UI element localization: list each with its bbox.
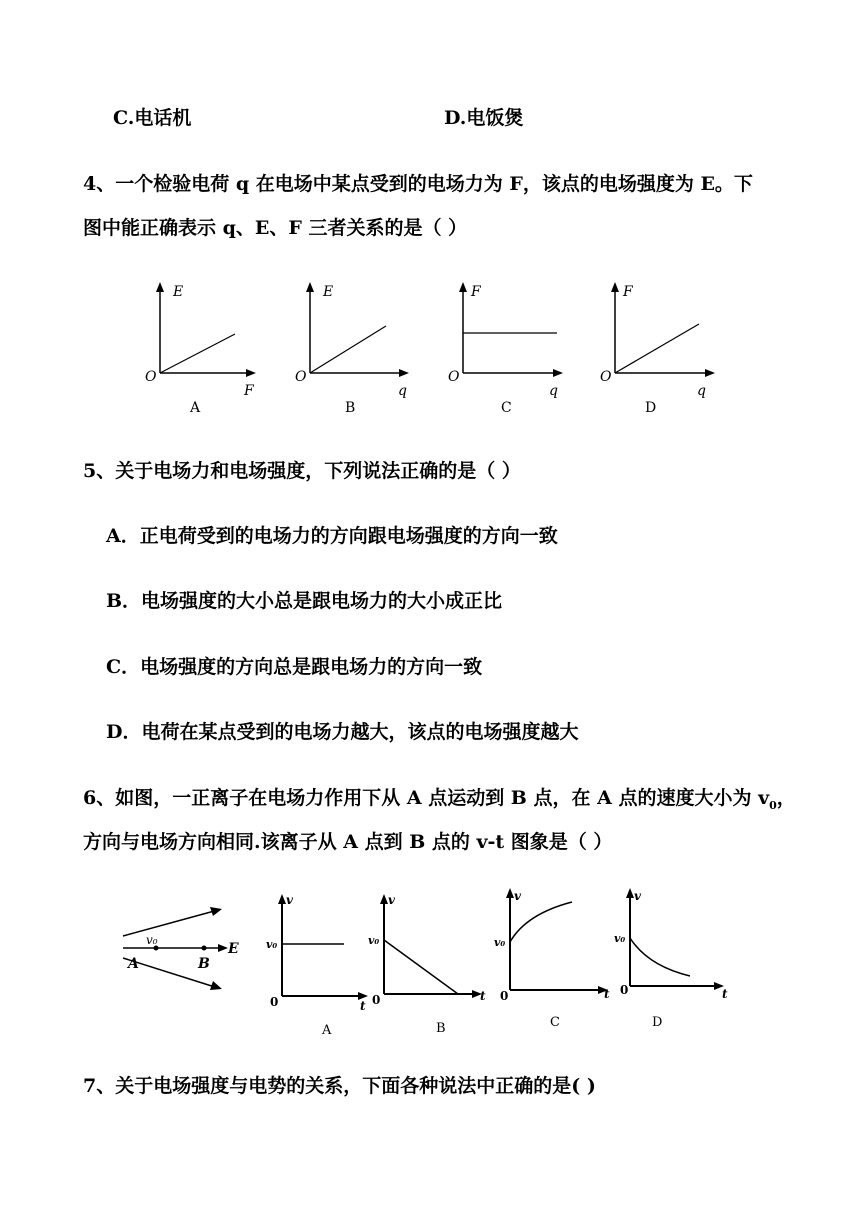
q6-d-y-label: v bbox=[634, 889, 641, 903]
q4-graph-b bbox=[290, 278, 420, 418]
q6-c-y-label: v bbox=[514, 889, 521, 903]
q4-b-label: B bbox=[345, 400, 356, 416]
q4-a-x-label: F bbox=[244, 383, 254, 399]
q6-a-x-label: t bbox=[360, 999, 366, 1013]
q6-c-v0: v₀ bbox=[494, 936, 506, 949]
q4-graph-c bbox=[443, 278, 573, 418]
q5-option-d: D．电荷在某点受到的电场力越大，该点的电场强度越大 bbox=[106, 721, 579, 743]
q4-d-origin: O bbox=[600, 369, 612, 385]
q6-a-v0: v₀ bbox=[266, 938, 278, 951]
q4-graph-a bbox=[140, 278, 270, 418]
q3-option-c: C.电话机 bbox=[113, 107, 192, 129]
q6-point-b: B bbox=[198, 956, 210, 972]
q4-stem-line2: 图中能正确表示 q、E、F 三者关系的是（ ） bbox=[83, 217, 468, 239]
q6-a-origin: 0 bbox=[270, 995, 279, 1009]
q6-graph-a bbox=[258, 888, 368, 1038]
q4-b-x-label: q bbox=[398, 383, 407, 399]
q6-field-diagram bbox=[118, 898, 248, 998]
q4-graph-d bbox=[595, 278, 725, 418]
q6-c-origin: 0 bbox=[500, 989, 509, 1003]
q5-stem: 5、关于电场力和电场强度，下列说法正确的是（ ） bbox=[83, 460, 521, 482]
q6-field-label: E bbox=[228, 941, 239, 957]
q6-point-a: A bbox=[128, 956, 139, 972]
q6-d-origin: 0 bbox=[620, 983, 629, 997]
q6-graph-d bbox=[612, 880, 742, 1030]
q4-c-y-label: F bbox=[471, 284, 481, 300]
q5-option-c: C．电场强度的方向总是跟电场力的方向一致 bbox=[106, 656, 483, 678]
q4-a-label: A bbox=[190, 400, 201, 416]
q4-a-y-label: E bbox=[173, 284, 184, 300]
q4-d-label: D bbox=[645, 400, 657, 416]
q6-b-label: B bbox=[436, 1021, 446, 1036]
q6-a-label: A bbox=[322, 1023, 332, 1038]
q4-c-label: C bbox=[501, 400, 512, 416]
q6-graph-b bbox=[362, 888, 492, 1038]
q6-stem-line2: 方向与电场方向相同.该离子从 A 点到 B 点的 v-t 图象是（ ） bbox=[83, 831, 613, 853]
q4-c-origin: O bbox=[448, 369, 460, 385]
q6-stem-line1: 6、如图，一正离子在电场力作用下从 A 点运动到 B 点，在 A 点的速度大小为 $v_0$， bbox=[83, 787, 796, 812]
q5-option-a: A．正电荷受到的电场力的方向跟电场强度的方向一致 bbox=[106, 525, 558, 547]
q6-b-y-label: v bbox=[388, 893, 395, 907]
q6-a-y-label: v bbox=[286, 893, 293, 907]
q6-b-x-label: t bbox=[480, 989, 486, 1003]
q4-c-x-label: q bbox=[549, 383, 558, 399]
q4-b-origin: O bbox=[295, 369, 307, 385]
q6-velocity-label: v₀ bbox=[146, 933, 158, 947]
q7-stem: 7、关于电场强度与电势的关系，下面各种说法中正确的是( ) bbox=[83, 1075, 596, 1097]
q6-c-x-label: t bbox=[604, 987, 610, 1001]
q6-b-v0: v₀ bbox=[368, 934, 380, 947]
q6-c-label: C bbox=[550, 1015, 560, 1030]
q4-d-y-label: F bbox=[623, 284, 633, 300]
q6-graph-c bbox=[492, 880, 622, 1030]
q3-option-d: D.电饭煲 bbox=[444, 107, 524, 129]
q6-d-x-label: t bbox=[722, 987, 728, 1001]
q5-option-b: B．电场强度的大小总是跟电场力的大小成正比 bbox=[106, 590, 503, 612]
q4-stem-line1: 4、一个检验电荷 q 在电场中某点受到的电场力为 F，该点的电场强度为 E。下 bbox=[83, 173, 753, 195]
q6-d-label: D bbox=[652, 1015, 663, 1030]
q4-b-y-label: E bbox=[323, 284, 334, 300]
q4-d-x-label: q bbox=[697, 383, 706, 399]
q4-a-origin: O bbox=[145, 369, 157, 385]
q6-b-origin: 0 bbox=[372, 993, 381, 1007]
q6-d-v0: v₀ bbox=[614, 932, 626, 945]
